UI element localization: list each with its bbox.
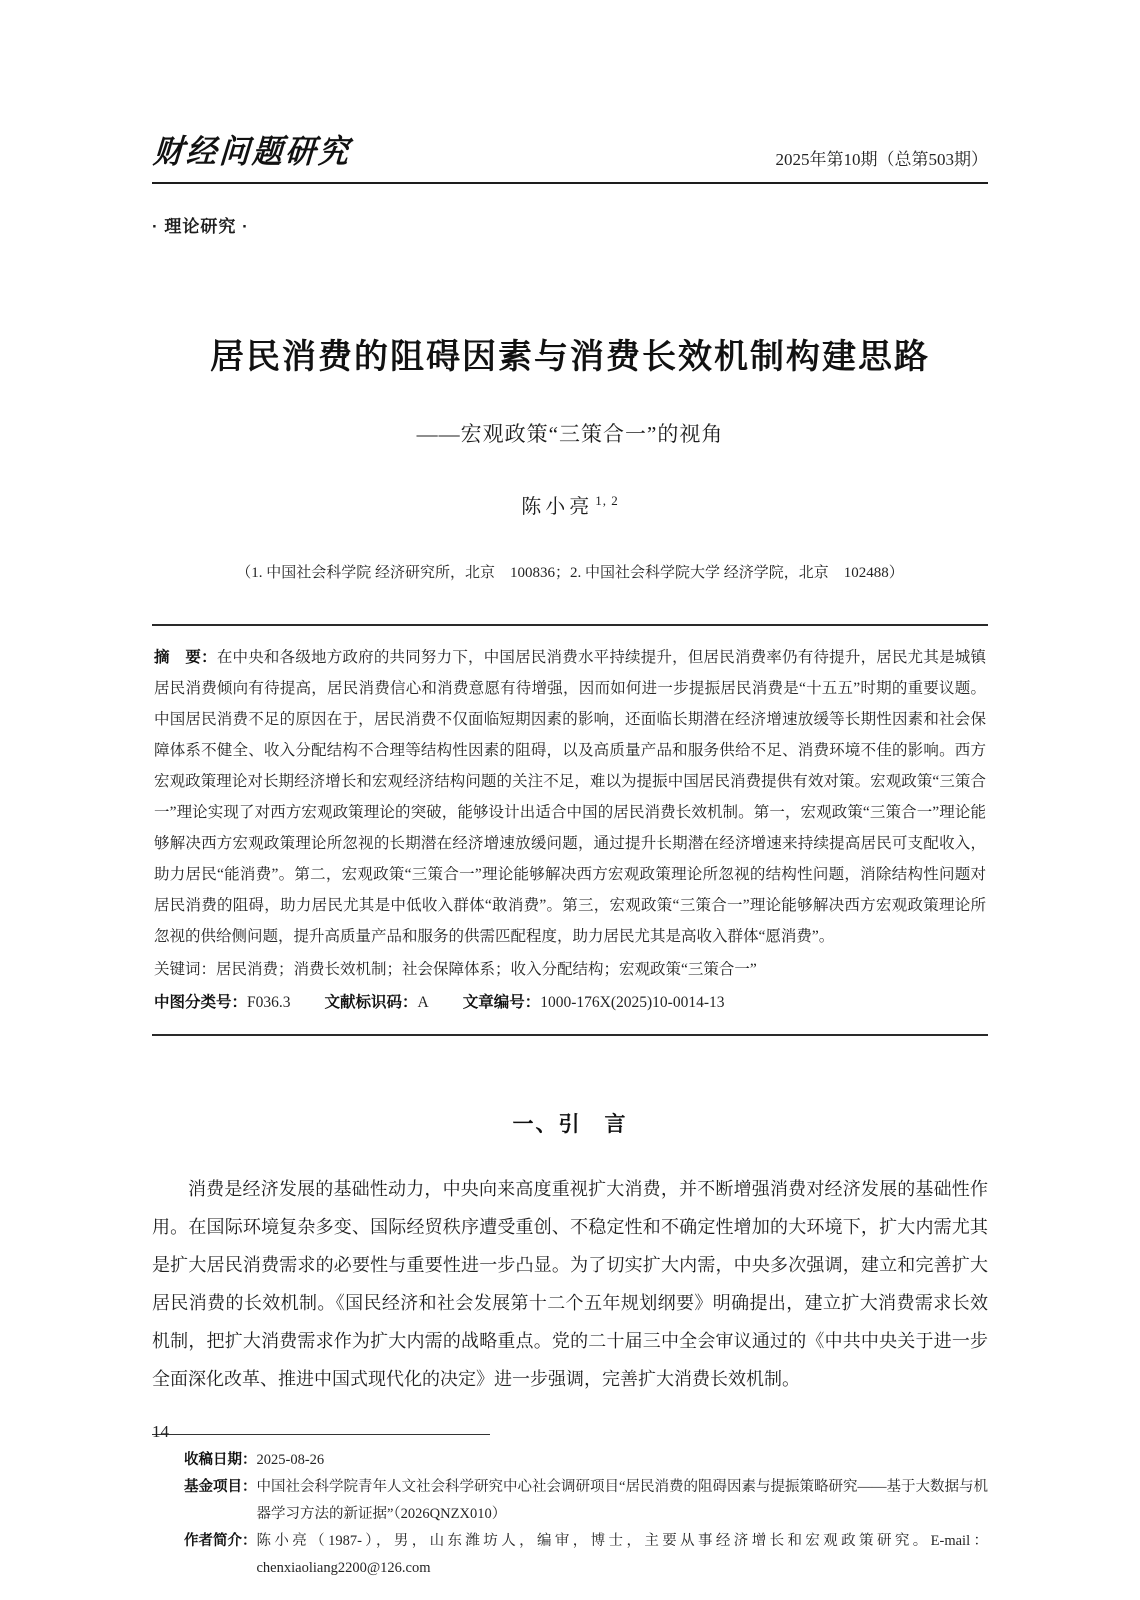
journal-logo: 财经问题研究 (152, 134, 353, 170)
abstract-paragraph (154, 642, 986, 952)
footnote-text: 陈小亮（1987-），男，山东潍坊人，编审，博士，主要从事经济增长和宏观政策研究。E-mail：chenxiaoliang2200@126.com (256, 1533, 988, 1576)
footnote-label: 收稿日期： (184, 1452, 257, 1468)
issue-info: 2025年第10期（总第503期） (775, 150, 988, 169)
page-number: 14 (152, 1422, 169, 1441)
footnote-divider (152, 1434, 490, 1435)
footnote-text: 2025-08-26 (256, 1452, 325, 1468)
keywords-label: 关键词： (154, 961, 217, 978)
section-heading-introduction: 一、引 言 (512, 1113, 628, 1136)
abstract-label: 摘 要： (154, 649, 217, 666)
classification-line (154, 987, 986, 1018)
clc-value: F036.3 (247, 994, 291, 1011)
article-affiliation: （1. 中国社会科学院 经济研究所，北京 100836；2. 中国社会科学院大学 经济学院，北京 102488） (236, 565, 904, 581)
author-name: 陈小亮 (521, 496, 594, 518)
author-superscript: 1, 2 (595, 493, 619, 509)
journal-header (152, 128, 988, 184)
section-tag: · 理论研究 · (152, 217, 249, 236)
doc-code-label: 文献标识码： (324, 994, 418, 1011)
footnotes (152, 1447, 988, 1582)
article-title: 居民消费的阻碍因素与消费长效机制构建思路 (210, 338, 930, 376)
doc-code-value: A (417, 994, 429, 1011)
footnote-label: 基金项目： (184, 1479, 257, 1495)
abstract-box (152, 624, 988, 1036)
footnote-received-date (184, 1447, 988, 1474)
introduction-paragraph: 消费是经济发展的基础性动力，中央向来高度重视扩大消费，并不断增强消费对经济发展的基础性作用。在国际环境复杂多变、国际经贸秩序遭受重创、不稳定性和不确定性增加的大环境下，扩大内需尤其是扩大居民消费需求的必要性与重要性进一步凸显。为了切实扩大内需，中央多次强调，建立和完善扩大居民消费的长效机制。《国民经济和社会发展第十二个五年规划纲要》明确提出，建立扩大消费需求长效机制，把扩大消费需求作为扩大内需的战略重点。党的二十届三中全会审议通过的《中共中央关于进一步全面深化改革、推进中国式现代化的决定》进一步强调，完善扩大消费长效机制。 (152, 1179, 988, 1389)
article-author (152, 490, 988, 519)
clc-label: 中图分类号： (154, 994, 248, 1011)
footnote-text: 中国社会科学院青年人文社会科学研究中心社会调研项目“居民消费的阻碍因素与提振策略研究——基于大数据与机器学习方法的新证据”（2026QNZX010） (256, 1479, 988, 1522)
article-id-value: 1000-176X(2025)10-0014-13 (540, 994, 725, 1011)
footnote-label: 作者简介： (184, 1533, 257, 1549)
article-id-label: 文章编号： (462, 994, 541, 1011)
footnote-author-bio (184, 1528, 988, 1582)
article-subtitle: ——宏观政策“三策合一”的视角 (416, 422, 724, 446)
abstract-text: 在中央和各级地方政府的共同努力下，中国居民消费水平持续提升，但居民消费率仍有待提升，居民尤其是城镇居民消费倾向有待提高，居民消费信心和消费意愿有待增强，因而如何进一步提振居民消费是“十五五”时期的重要议题。中国居民消费不足的原因在于，居民消费不仅面临短期因素的影响，还面临长期潜在经济增速放缓等长期性因素和社会保障体系不健全、收入分配结构不合理等结构性因素的阻碍，以及高质量产品和服务供给不足、消费环境不佳的影响。西方宏观政策理论对长期经济增长和宏观经济结构问题的关注不足，难以为提振中国居民消费提供有效对策。宏观政策“三策合一”理论实现了对西方宏观政策理论的突破，能够设计出适合中国的居民消费长效机制。第一，宏观政策“三策合一”理论能够解决西方宏观政策理论所忽视的长期潜在经济增速放缓问题，通过提升长期潜在经济增速来持续提高居民可支配收入，助力居民“能消费”。第二，宏观政策“三策合一”理论能够解决西方宏观政策理论所忽视的结构性问题，消除结构性问题对居民消费的阻碍，助力居民尤其是中低收入群体“敢消费”。第三，宏观政策“三策合一”理论能够解决西方宏观政策理论所忽视的供给侧问题，提升高质量产品和服务的供需匹配程度，助力居民尤其是高收入群体“愿消费”。 (154, 649, 986, 945)
paper-page (152, 0, 988, 1600)
footnote-funding (184, 1474, 988, 1528)
keywords-line (154, 954, 986, 985)
keywords-text: 居民消费；消费长效机制；社会保障体系；收入分配结构；宏观政策“三策合一” (216, 961, 757, 978)
